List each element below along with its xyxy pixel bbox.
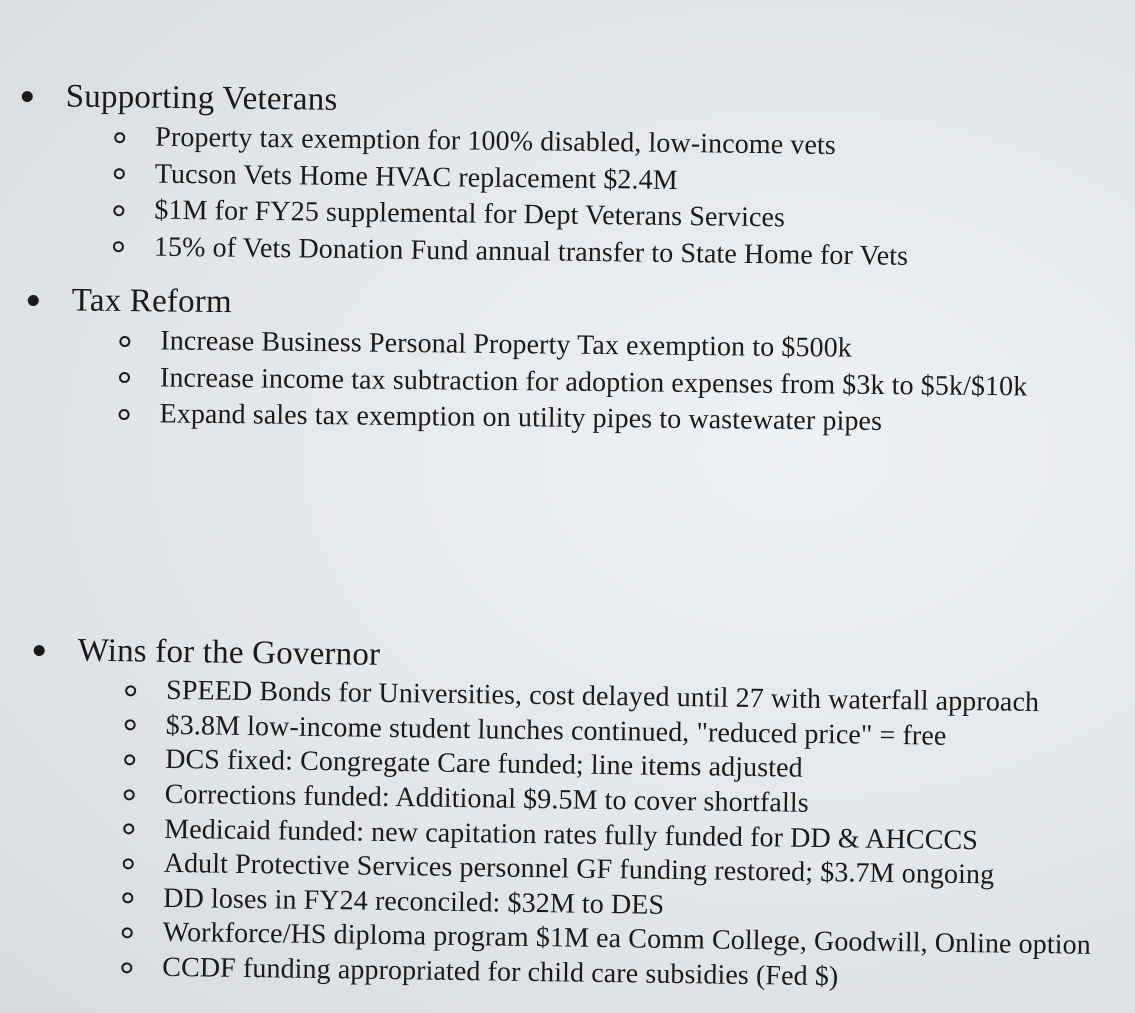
list-item-text: $1M for FY25 supplemental for Dept Veterans Services: [154, 194, 786, 234]
list-item-text: Tucson Vets Home HVAC replacement $2.4M: [154, 158, 678, 196]
filled-bullet-icon: [28, 294, 39, 305]
hollow-bullet-icon: [125, 685, 136, 696]
hollow-bullet-icon: [121, 962, 132, 973]
hollow-bullet-icon: [119, 372, 130, 383]
hollow-bullet-icon: [114, 168, 125, 179]
list-item-text: Property tax exemption for 100% disabled, low-income vets: [155, 121, 837, 162]
hollow-bullet-icon: [113, 205, 124, 216]
sub-list: [118, 323, 1027, 442]
hollow-bullet-icon: [122, 893, 133, 904]
hollow-bullet-icon: [113, 241, 124, 252]
sub-list: [121, 673, 1094, 998]
section-wins-for-the-governor: [29, 630, 1095, 998]
list-item-text: CCDF funding appropriated for child care subsidies (Fed $): [162, 951, 839, 993]
filled-bullet-icon: [34, 644, 45, 655]
list-item-text: Corrections funded: Additional $9.5M to cover shortfalls: [164, 778, 809, 819]
hollow-bullet-icon: [123, 823, 134, 834]
section-heading: Wins for the Governor: [77, 632, 381, 673]
list-item-text: DCS fixed: Congregate Care funded; line items adjusted: [164, 744, 803, 785]
section-supporting-veterans: [20, 76, 910, 275]
hollow-bullet-icon: [125, 720, 136, 731]
section-heading: Supporting Veterans: [65, 78, 338, 118]
section-heading: Tax Reform: [71, 281, 233, 320]
hollow-bullet-icon: [123, 858, 134, 869]
hollow-bullet-icon: [124, 789, 135, 800]
hollow-bullet-icon: [119, 336, 130, 347]
list-item-text: Increase income tax subtraction for adoption expenses from $3k to $5k/$10k: [159, 362, 1028, 403]
list-item-text: Medicaid funded: new capitation rates fully funded for DD & AHCCCS: [164, 813, 979, 856]
list-item-text: SPEED Bonds for Universities, cost delayed until 27 with waterfall approach: [165, 675, 1040, 719]
hollow-bullet-icon: [124, 754, 135, 765]
section-tax-reform: [26, 280, 1028, 442]
list-item-text: DD loses in FY24 reconciled: $32M to DES: [163, 882, 665, 921]
list-item-text: Workforce/HS diploma program $1M ea Comm College, Goodwill, Online option: [162, 917, 1092, 962]
sub-list: [113, 119, 910, 275]
hollow-bullet-icon: [119, 409, 130, 420]
list-item-text: Increase Business Personal Property Tax exemption to $500k: [160, 325, 853, 364]
list-item-text: Adult Protective Services personnel GF funding restored; $3.7M ongoing: [163, 848, 995, 891]
hollow-bullet-icon: [122, 927, 133, 938]
filled-bullet-icon: [22, 90, 33, 101]
list-item-text: $3.8M low-income student lunches continued, "reduced price" = free: [165, 709, 947, 752]
list-item-text: Expand sales tax exemption on utility pipes to wastewater pipes: [159, 398, 883, 438]
list-item-text: 15% of Vets Donation Fund annual transfer to State Home for Vets: [153, 231, 909, 272]
hollow-bullet-icon: [114, 132, 125, 143]
